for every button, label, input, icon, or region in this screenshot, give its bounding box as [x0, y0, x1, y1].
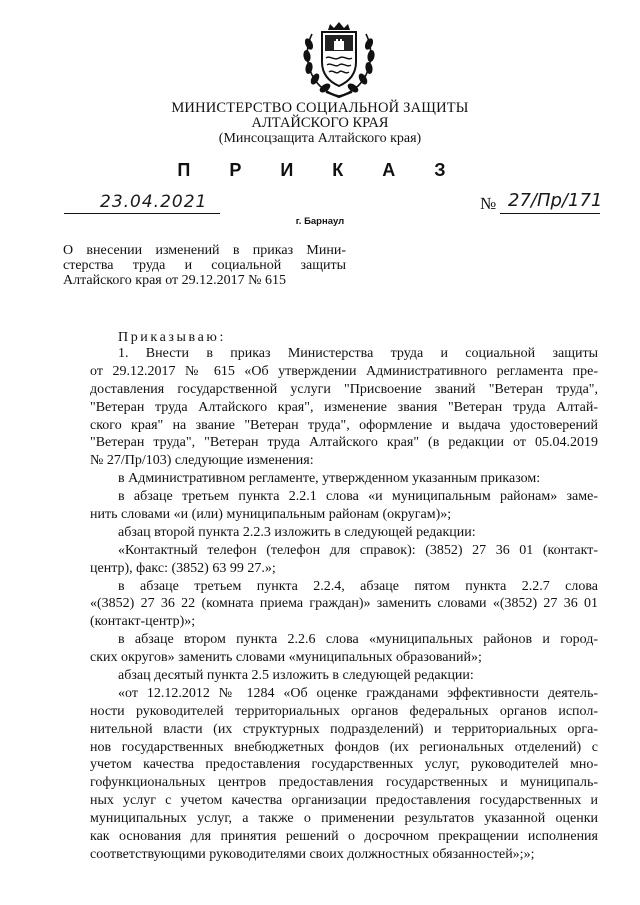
body-line: ности руководителей территориальных органов федеральных органов испол-: [90, 703, 598, 719]
body-line: абзац второй пункта 2.2.3 изложить в следующей редакции:: [118, 524, 476, 540]
ministry-short-name: (Минсоцзащита Алтайского края): [218, 131, 422, 146]
body-line: ского края" на звание "Ветеран труда", оформление и выдача удостоверений: [90, 417, 598, 433]
body-line: в Административном регламенте, утвержденном указанным приказом:: [118, 471, 541, 487]
body-line: центр), факс: (3852) 63 99 27.»;: [90, 560, 276, 576]
ministry-name-line2: АЛТАЙСКОГО КРАЯ: [251, 115, 389, 131]
number-sign: №: [480, 194, 497, 213]
city-label: г. Барнаул: [295, 216, 345, 227]
subject-line: О внесении изменений в приказ Мини-: [63, 243, 346, 258]
body-line: «(3852) 27 36 22 (комната приема граждан)» заменить словами «(3852) 27 36 01: [90, 596, 598, 612]
subject-line: Алтайского края от 29.12.2017 № 615: [63, 273, 287, 288]
document-date: 23.04.2021: [100, 192, 208, 212]
body-line: в абзаце третьем пункта 2.2.4, абзаце пятом пункта 2.2.7 слова: [118, 578, 598, 594]
document-body: [90, 345, 598, 864]
body-line: ских округов» заменить словами «муниципальных образований»;: [90, 650, 482, 666]
body-line: нить словами «и (или) муниципальным районам (округам)»;: [90, 507, 452, 523]
body-line: в абзаце третьем пункта 2.2.1 слова «и муниципальным районам» заме-: [118, 489, 598, 505]
body-line: 1. Внести в приказ Министерства труда и социальной защиты: [118, 346, 598, 361]
body-line: "Ветеран труда Алтайского края", изменение звания "Ветеран труда Алтай-: [90, 399, 598, 415]
body-line: абзац десятый пункта 2.5 изложить в следующей редакции:: [118, 668, 474, 684]
document-number: 27/Пр/171: [508, 190, 603, 211]
body-line: № 27/Пр/103) следующие изменения:: [90, 453, 314, 469]
order-word: Приказываю:: [118, 330, 226, 345]
document-title: П Р И К А З: [177, 160, 463, 180]
body-line: нов государственных внебюджетных фондов (их региональных отделений) с: [90, 739, 598, 755]
body-line: соответствующими руководителями своих должностных обязанностей»;»;: [90, 846, 535, 862]
body-line: доставления государственной услуги "Присвоение званий "Ветеран труда",: [90, 381, 598, 397]
body-line: нительной власти (их структурных подразделений) и территориальных орга-: [90, 721, 598, 737]
subject-line: стерства труда и социальной защиты: [63, 258, 346, 273]
date-underline: [64, 213, 220, 214]
coat-of-arms-emblem: [298, 20, 380, 100]
document-subject: [63, 243, 346, 288]
body-line: "Ветеран труда", "Ветеран труда Алтайского края" (в редакции от 05.04.2019: [90, 435, 598, 451]
body-line: муниципальных услуг, а также о применении результатов указанной оценки: [90, 811, 598, 827]
ministry-name-line1: МИНИСТЕРСТВО СОЦИАЛЬНОЙ ЗАЩИТЫ: [171, 100, 469, 116]
body-line: (контакт-центр)»;: [90, 614, 196, 630]
body-line: от 29.12.2017 № 615 «Об утверждении Административного регламента пре-: [90, 363, 598, 379]
number-underline: [500, 213, 600, 214]
body-line: в абзаце втором пункта 2.2.6 слова «муниципальных районов и город-: [118, 632, 598, 648]
body-line: «от 12.12.2012 № 1284 «Об оценке гражданами эффективности деятель-: [118, 685, 598, 701]
body-line: «Контактный телефон (телефон для справок): (3852) 27 36 01 (контакт-: [118, 542, 598, 558]
body-line: учетом качества предоставления государственных услуг, руководителей мно-: [90, 757, 598, 773]
body-line: ных услуг с учетом качества организации предоставления государственных и: [90, 793, 598, 809]
body-line: как основания для принятия решений о досрочном прекращении исполнения: [90, 829, 598, 845]
body-line: гофункциональных центров предоставления государственных и муниципаль-: [90, 775, 598, 791]
